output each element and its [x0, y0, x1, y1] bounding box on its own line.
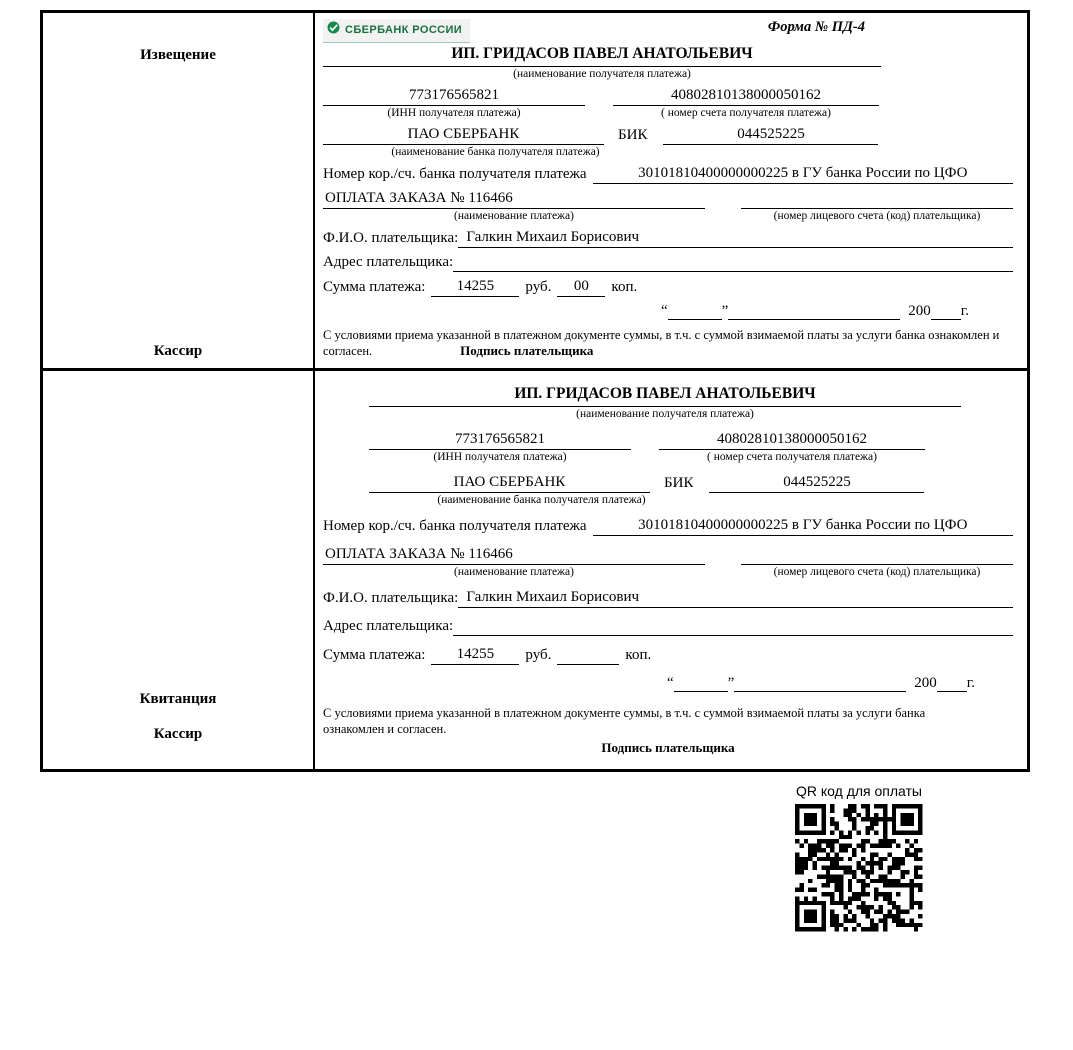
payer-row: [323, 588, 1013, 608]
address-label: Адрес плательщика:: [323, 618, 454, 634]
payment-caption: (наименование платежа): [454, 566, 574, 578]
bik-value: 044525225: [663, 125, 878, 145]
terms-block: [323, 327, 1013, 359]
purpose-captions: [323, 565, 1013, 579]
rub-label: руб.: [525, 647, 552, 663]
sberbank-logo-text: СБЕРБАНК РОССИИ: [345, 24, 463, 36]
label-cashier: Кассир: [153, 726, 203, 742]
inn-account-row: [369, 430, 961, 450]
payer-name-label: Ф.И.О. плательщика:: [323, 590, 459, 606]
bik-label: БИК: [664, 475, 694, 491]
payment-purpose: ОПЛАТА ЗАКАЗА № 116466: [323, 189, 705, 209]
inn-value: 773176565821: [323, 86, 585, 106]
signature-label: Подпись плательщика: [460, 343, 594, 358]
label-receipt: Квитанция: [139, 691, 217, 707]
address-label: Адрес плательщика:: [323, 254, 454, 270]
date-quote-close: ”: [721, 303, 729, 319]
address-row: [323, 617, 1013, 636]
payer-name-value: Галкин Михаил Борисович: [458, 588, 1013, 608]
sberbank-logo-icon: [327, 21, 340, 39]
recipient-name: ИП. ГРИДАСОВ ПАВЕЛ АНАТОЛЬЕВИЧ: [369, 385, 961, 407]
qr-block: [786, 783, 932, 932]
rub-label: руб.: [525, 279, 552, 295]
account-value: 40802810138000050162: [659, 430, 925, 450]
date-day-blank: [674, 691, 728, 692]
address-row: [323, 253, 1013, 272]
address-blank: [453, 271, 1013, 272]
amount-rub: 14255: [431, 645, 519, 665]
payer-row: [323, 228, 1013, 248]
section-notice: [43, 13, 1027, 371]
corr-value: 30101810400000000225 в ГУ банка России по ЦФО: [593, 516, 1013, 536]
date-century: 200: [908, 303, 931, 319]
inn-account-captions: [369, 450, 961, 464]
signature-label: Подпись плательщика: [601, 740, 735, 755]
bank-caption: (наименование банка получателя платежа): [437, 494, 646, 506]
date-row: [323, 674, 975, 692]
notice-header-row: [323, 19, 1013, 43]
inn-account-captions: [323, 106, 881, 120]
receipt-right-cell: [315, 371, 1027, 769]
date-month-blank: [728, 319, 900, 320]
date-year-letter: г.: [960, 303, 969, 319]
amount-kop-blank: [557, 664, 619, 665]
label-notice: Извещение: [140, 47, 216, 63]
corr-label: Номер кор./сч. банка получателя платежа: [323, 518, 587, 534]
bank-caption: (наименование банка получателя платежа): [391, 146, 600, 158]
receipt-left-cell: [43, 371, 315, 769]
amount-kop: 00: [557, 277, 605, 297]
account-value: 40802810138000050162: [613, 86, 879, 106]
recipient-caption: (наименование получателя платежа): [576, 408, 754, 420]
date-quote-open: “: [660, 303, 668, 319]
corr-row: [323, 516, 1013, 536]
kop-label: коп.: [625, 647, 652, 663]
date-year-blank: [937, 691, 967, 692]
terms-block: [323, 705, 963, 737]
account-caption: ( номер счета получателя платежа): [707, 451, 877, 463]
notice-left-cell: [43, 13, 315, 368]
corr-row: [323, 164, 1013, 184]
bank-caption-row: [323, 145, 881, 159]
date-day-blank: [668, 319, 722, 320]
date-row: [323, 302, 969, 320]
purpose-row: [323, 545, 1013, 565]
qr-label: QR код для оплаты: [795, 783, 922, 799]
purpose-row: [323, 189, 1013, 209]
account-caption: ( номер счета получателя платежа): [661, 107, 831, 119]
date-year-blank: [931, 319, 961, 320]
section-receipt: [43, 371, 1027, 769]
inn-caption: (ИНН получателя платежа): [433, 451, 567, 463]
inn-account-row: [323, 86, 881, 106]
recipient-name: ИП. ГРИДАСОВ ПАВЕЛ АНАТОЛЬЕВИЧ: [323, 45, 881, 67]
payer-name-value: Галкин Михаил Борисович: [458, 228, 1013, 248]
purpose-captions: [323, 209, 1013, 223]
inn-value: 773176565821: [369, 430, 631, 450]
amount-row: [323, 645, 1013, 665]
bank-caption-row: [369, 493, 961, 507]
recipient-caption: (наименование получателя платежа): [513, 68, 691, 80]
sberbank-logo: [323, 19, 470, 43]
date-quote-close: ”: [727, 675, 735, 691]
terms-text: С условиями приема указанной в платежном документе суммы, в т.ч. с суммой взимаемой платы за услуги банка ознакомлен и согласен.: [323, 328, 1000, 358]
date-year-letter: г.: [966, 675, 975, 691]
payment-purpose: ОПЛАТА ЗАКАЗА № 116466: [323, 545, 705, 565]
qr-code: [786, 804, 932, 932]
terms-text: С условиями приема указанной в платежном документе суммы, в т.ч. с суммой взимаемой платы за услуги банка ознакомлен и согласен.: [323, 706, 926, 736]
payer-name-label: Ф.И.О. плательщика:: [323, 230, 459, 246]
payment-caption: (наименование платежа): [454, 210, 574, 222]
label-cashier: Кассир: [153, 343, 203, 359]
personal-caption: (номер лицевого счета (код) плательщика): [773, 566, 981, 578]
date-century: 200: [914, 675, 937, 691]
amount-label: Сумма платежа:: [323, 279, 426, 295]
notice-right-cell: [315, 13, 1027, 368]
bank-name: ПАО СБЕРБАНК: [369, 473, 650, 493]
form-number: Форма № ПД-4: [767, 19, 865, 35]
date-quote-open: “: [666, 675, 674, 691]
form-pd4: [40, 10, 1030, 772]
bank-row: [369, 473, 961, 493]
personal-caption: (номер лицевого счета (код) плательщика): [773, 210, 981, 222]
amount-label: Сумма платежа:: [323, 647, 426, 663]
kop-label: коп.: [611, 279, 638, 295]
amount-rub: 14255: [431, 277, 519, 297]
amount-row: [323, 277, 1013, 297]
bank-row: [323, 125, 881, 145]
inn-caption: (ИНН получателя платежа): [387, 107, 521, 119]
bik-label: БИК: [618, 127, 648, 143]
bik-value: 044525225: [709, 473, 924, 493]
bank-name: ПАО СБЕРБАНК: [323, 125, 604, 145]
corr-value: 30101810400000000225 в ГУ банка России по ЦФО: [593, 164, 1013, 184]
address-blank: [453, 635, 1013, 636]
date-month-blank: [734, 691, 906, 692]
corr-label: Номер кор./сч. банка получателя платежа: [323, 166, 587, 182]
